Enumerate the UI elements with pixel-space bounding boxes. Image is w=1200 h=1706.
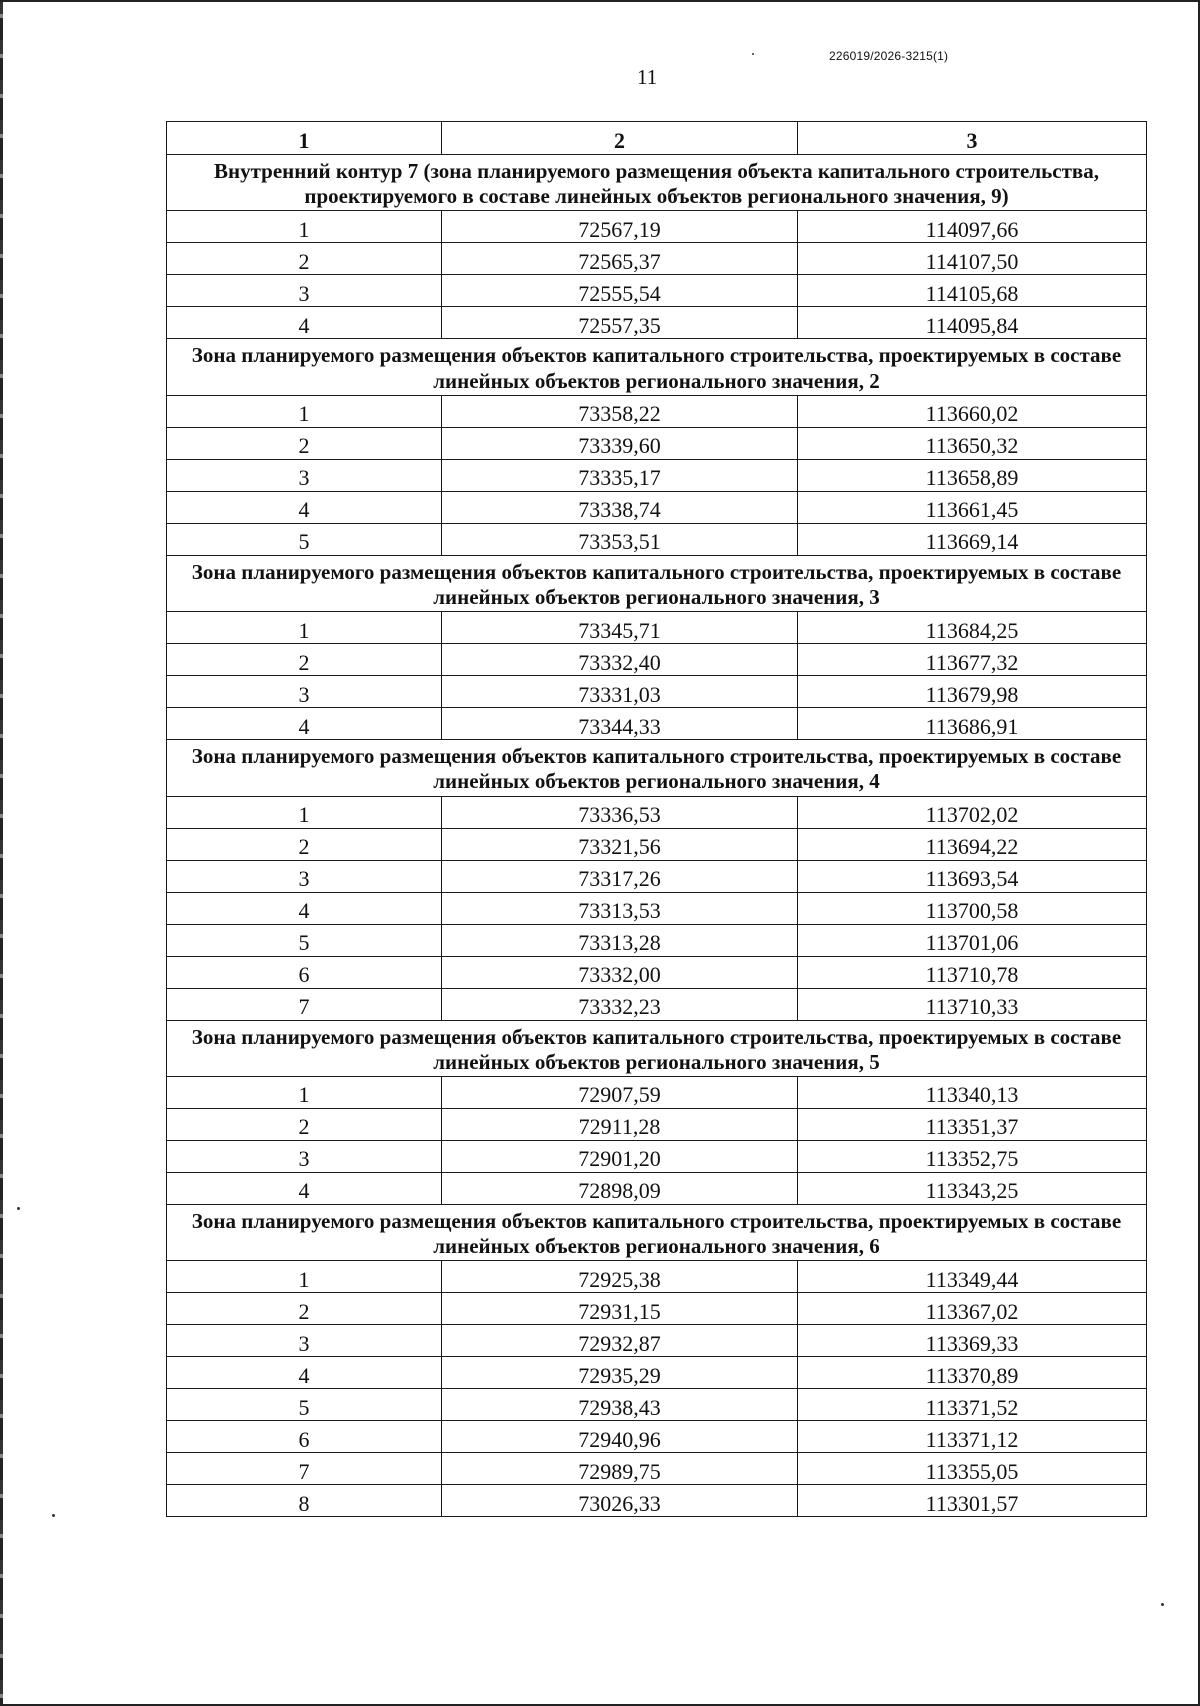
cell-point-number: 1 [167,612,442,644]
cell-y-coordinate: 113661,45 [798,491,1147,523]
section-title-row [167,155,1147,211]
section-title-row [167,1204,1147,1260]
cell-y-coordinate: 114105,68 [798,275,1147,307]
cell-y-coordinate: 113694,22 [798,828,1147,860]
table-row [167,275,1147,307]
cell-y-coordinate: 113352,75 [798,1140,1147,1172]
cell-x-coordinate: 72567,19 [442,211,798,243]
cell-point-number: 1 [167,796,442,828]
table-row [167,1357,1147,1389]
cell-y-coordinate: 113371,52 [798,1389,1147,1421]
coordinates-table-body [167,122,1147,1517]
cell-y-coordinate: 113710,78 [798,956,1147,988]
cell-point-number: 2 [167,644,442,676]
table-row [167,1453,1147,1485]
cell-point-number: 4 [167,892,442,924]
cell-point-number: 3 [167,1140,442,1172]
cell-y-coordinate: 113650,32 [798,427,1147,459]
cell-y-coordinate: 113369,33 [798,1325,1147,1357]
cell-point-number: 4 [167,708,442,740]
table-row [167,523,1147,555]
cell-x-coordinate: 72925,38 [442,1261,798,1293]
cell-x-coordinate: 73345,71 [442,612,798,644]
table-row [167,1293,1147,1325]
header-cell-y: 3 [798,122,1147,155]
scan-speck [52,1514,55,1517]
cell-y-coordinate: 113660,02 [798,395,1147,427]
cell-point-number: 3 [167,459,442,491]
section-title: Зона планируемого размещения объектов капитального строительства, проектируемых в составе линейных объектов регионального значения, 6 [167,1204,1147,1260]
coordinates-table [166,121,1147,1517]
cell-x-coordinate: 73332,00 [442,956,798,988]
cell-x-coordinate: 72898,09 [442,1172,798,1204]
cell-point-number: 2 [167,243,442,275]
page-number: 11 [637,65,658,89]
cell-y-coordinate: 114097,66 [798,211,1147,243]
cell-point-number: 4 [167,307,442,339]
table-row [167,828,1147,860]
table-row [167,427,1147,459]
section-title: Зона планируемого размещения объектов капитального строительства, проектируемых в составе линейных объектов регионального значения, 2 [167,339,1147,395]
cell-point-number: 8 [167,1485,442,1517]
cell-point-number: 2 [167,1108,442,1140]
section-title-row [167,1020,1147,1076]
scan-left-edge [0,0,3,1706]
cell-point-number: 1 [167,1261,442,1293]
table-row [167,459,1147,491]
section-title: Зона планируемого размещения объектов капитального строительства, проектируемых в составе линейных объектов регионального значения, 3 [167,555,1147,611]
cell-x-coordinate: 73338,74 [442,491,798,523]
cell-point-number: 3 [167,1325,442,1357]
table-row [167,1261,1147,1293]
table-header-row [167,122,1147,155]
table-row [167,307,1147,339]
cell-point-number: 4 [167,1172,442,1204]
document-number: 226019/2026-3215(1) [829,49,949,63]
section-title: Внутренний контур 7 (зона планируемого размещения объекта капитального строительства, проектируемого в составе линейных объектов регионального значения, 9) [167,155,1147,211]
cell-x-coordinate: 73317,26 [442,860,798,892]
cell-y-coordinate: 113710,33 [798,988,1147,1020]
section-title-row [167,555,1147,611]
table-row [167,676,1147,708]
table-row [167,211,1147,243]
section-title: Зона планируемого размещения объектов капитального строительства, проектируемых в составе линейных объектов регионального значения, 4 [167,740,1147,796]
table-row [167,395,1147,427]
cell-point-number: 2 [167,427,442,459]
cell-x-coordinate: 72940,96 [442,1421,798,1453]
scan-speck [17,1207,20,1210]
table-row [167,1108,1147,1140]
table-row [167,1076,1147,1108]
table-row [167,796,1147,828]
cell-x-coordinate: 73313,53 [442,892,798,924]
table-row [167,491,1147,523]
cell-x-coordinate: 73353,51 [442,523,798,555]
cell-x-coordinate: 72565,37 [442,243,798,275]
cell-x-coordinate: 73336,53 [442,796,798,828]
cell-x-coordinate: 72901,20 [442,1140,798,1172]
table-row [167,892,1147,924]
cell-x-coordinate: 73332,40 [442,644,798,676]
cell-point-number: 2 [167,828,442,860]
table-row [167,243,1147,275]
section-title-row [167,740,1147,796]
header-cell-point: 1 [167,122,442,155]
cell-x-coordinate: 73335,17 [442,459,798,491]
section-title-row [167,339,1147,395]
cell-point-number: 5 [167,924,442,956]
cell-y-coordinate: 113658,89 [798,459,1147,491]
cell-x-coordinate: 72911,28 [442,1108,798,1140]
cell-y-coordinate: 113669,14 [798,523,1147,555]
table-row [167,644,1147,676]
cell-point-number: 3 [167,275,442,307]
cell-x-coordinate: 72989,75 [442,1453,798,1485]
cell-x-coordinate: 73321,56 [442,828,798,860]
table-row [167,1485,1147,1517]
cell-x-coordinate: 73344,33 [442,708,798,740]
cell-y-coordinate: 113301,57 [798,1485,1147,1517]
cell-y-coordinate: 113693,54 [798,860,1147,892]
cell-y-coordinate: 113701,06 [798,924,1147,956]
cell-y-coordinate: 113679,98 [798,676,1147,708]
cell-y-coordinate: 114095,84 [798,307,1147,339]
cell-x-coordinate: 72931,15 [442,1293,798,1325]
cell-x-coordinate: 73313,28 [442,924,798,956]
table-row [167,708,1147,740]
cell-x-coordinate: 72555,54 [442,275,798,307]
table-row [167,956,1147,988]
cell-y-coordinate: 113340,13 [798,1076,1147,1108]
cell-y-coordinate: 113370,89 [798,1357,1147,1389]
cell-x-coordinate: 73358,22 [442,395,798,427]
table-row [167,860,1147,892]
cell-point-number: 5 [167,523,442,555]
cell-point-number: 5 [167,1389,442,1421]
cell-y-coordinate: 113686,91 [798,708,1147,740]
cell-point-number: 4 [167,1357,442,1389]
cell-y-coordinate: 113684,25 [798,612,1147,644]
cell-point-number: 3 [167,860,442,892]
cell-x-coordinate: 72938,43 [442,1389,798,1421]
cell-point-number: 6 [167,956,442,988]
header-cell-x: 2 [442,122,798,155]
table-row [167,1421,1147,1453]
cell-x-coordinate: 72907,59 [442,1076,798,1108]
cell-y-coordinate: 114107,50 [798,243,1147,275]
cell-x-coordinate: 73332,23 [442,988,798,1020]
cell-x-coordinate: 72935,29 [442,1357,798,1389]
cell-y-coordinate: 113702,02 [798,796,1147,828]
cell-point-number: 3 [167,676,442,708]
table-row [167,1325,1147,1357]
cell-y-coordinate: 113371,12 [798,1421,1147,1453]
cell-x-coordinate: 72557,35 [442,307,798,339]
table-row [167,612,1147,644]
table-row [167,1140,1147,1172]
cell-point-number: 2 [167,1293,442,1325]
table-row [167,1389,1147,1421]
table-row [167,1172,1147,1204]
cell-x-coordinate: 73339,60 [442,427,798,459]
cell-y-coordinate: 113367,02 [798,1293,1147,1325]
cell-y-coordinate: 113351,37 [798,1108,1147,1140]
cell-point-number: 1 [167,211,442,243]
cell-point-number: 1 [167,1076,442,1108]
cell-x-coordinate: 73026,33 [442,1485,798,1517]
cell-y-coordinate: 113700,58 [798,892,1147,924]
cell-y-coordinate: 113349,44 [798,1261,1147,1293]
scan-speck [752,53,754,55]
scan-speck [1161,1603,1164,1606]
cell-y-coordinate: 113343,25 [798,1172,1147,1204]
cell-x-coordinate: 72932,87 [442,1325,798,1357]
cell-x-coordinate: 73331,03 [442,676,798,708]
cell-point-number: 7 [167,988,442,1020]
cell-y-coordinate: 113677,32 [798,644,1147,676]
cell-point-number: 4 [167,491,442,523]
cell-point-number: 1 [167,395,442,427]
section-title: Зона планируемого размещения объектов капитального строительства, проектируемых в составе линейных объектов регионального значения, 5 [167,1020,1147,1076]
table-row [167,924,1147,956]
table-row [167,988,1147,1020]
cell-point-number: 6 [167,1421,442,1453]
cell-point-number: 7 [167,1453,442,1485]
cell-y-coordinate: 113355,05 [798,1453,1147,1485]
